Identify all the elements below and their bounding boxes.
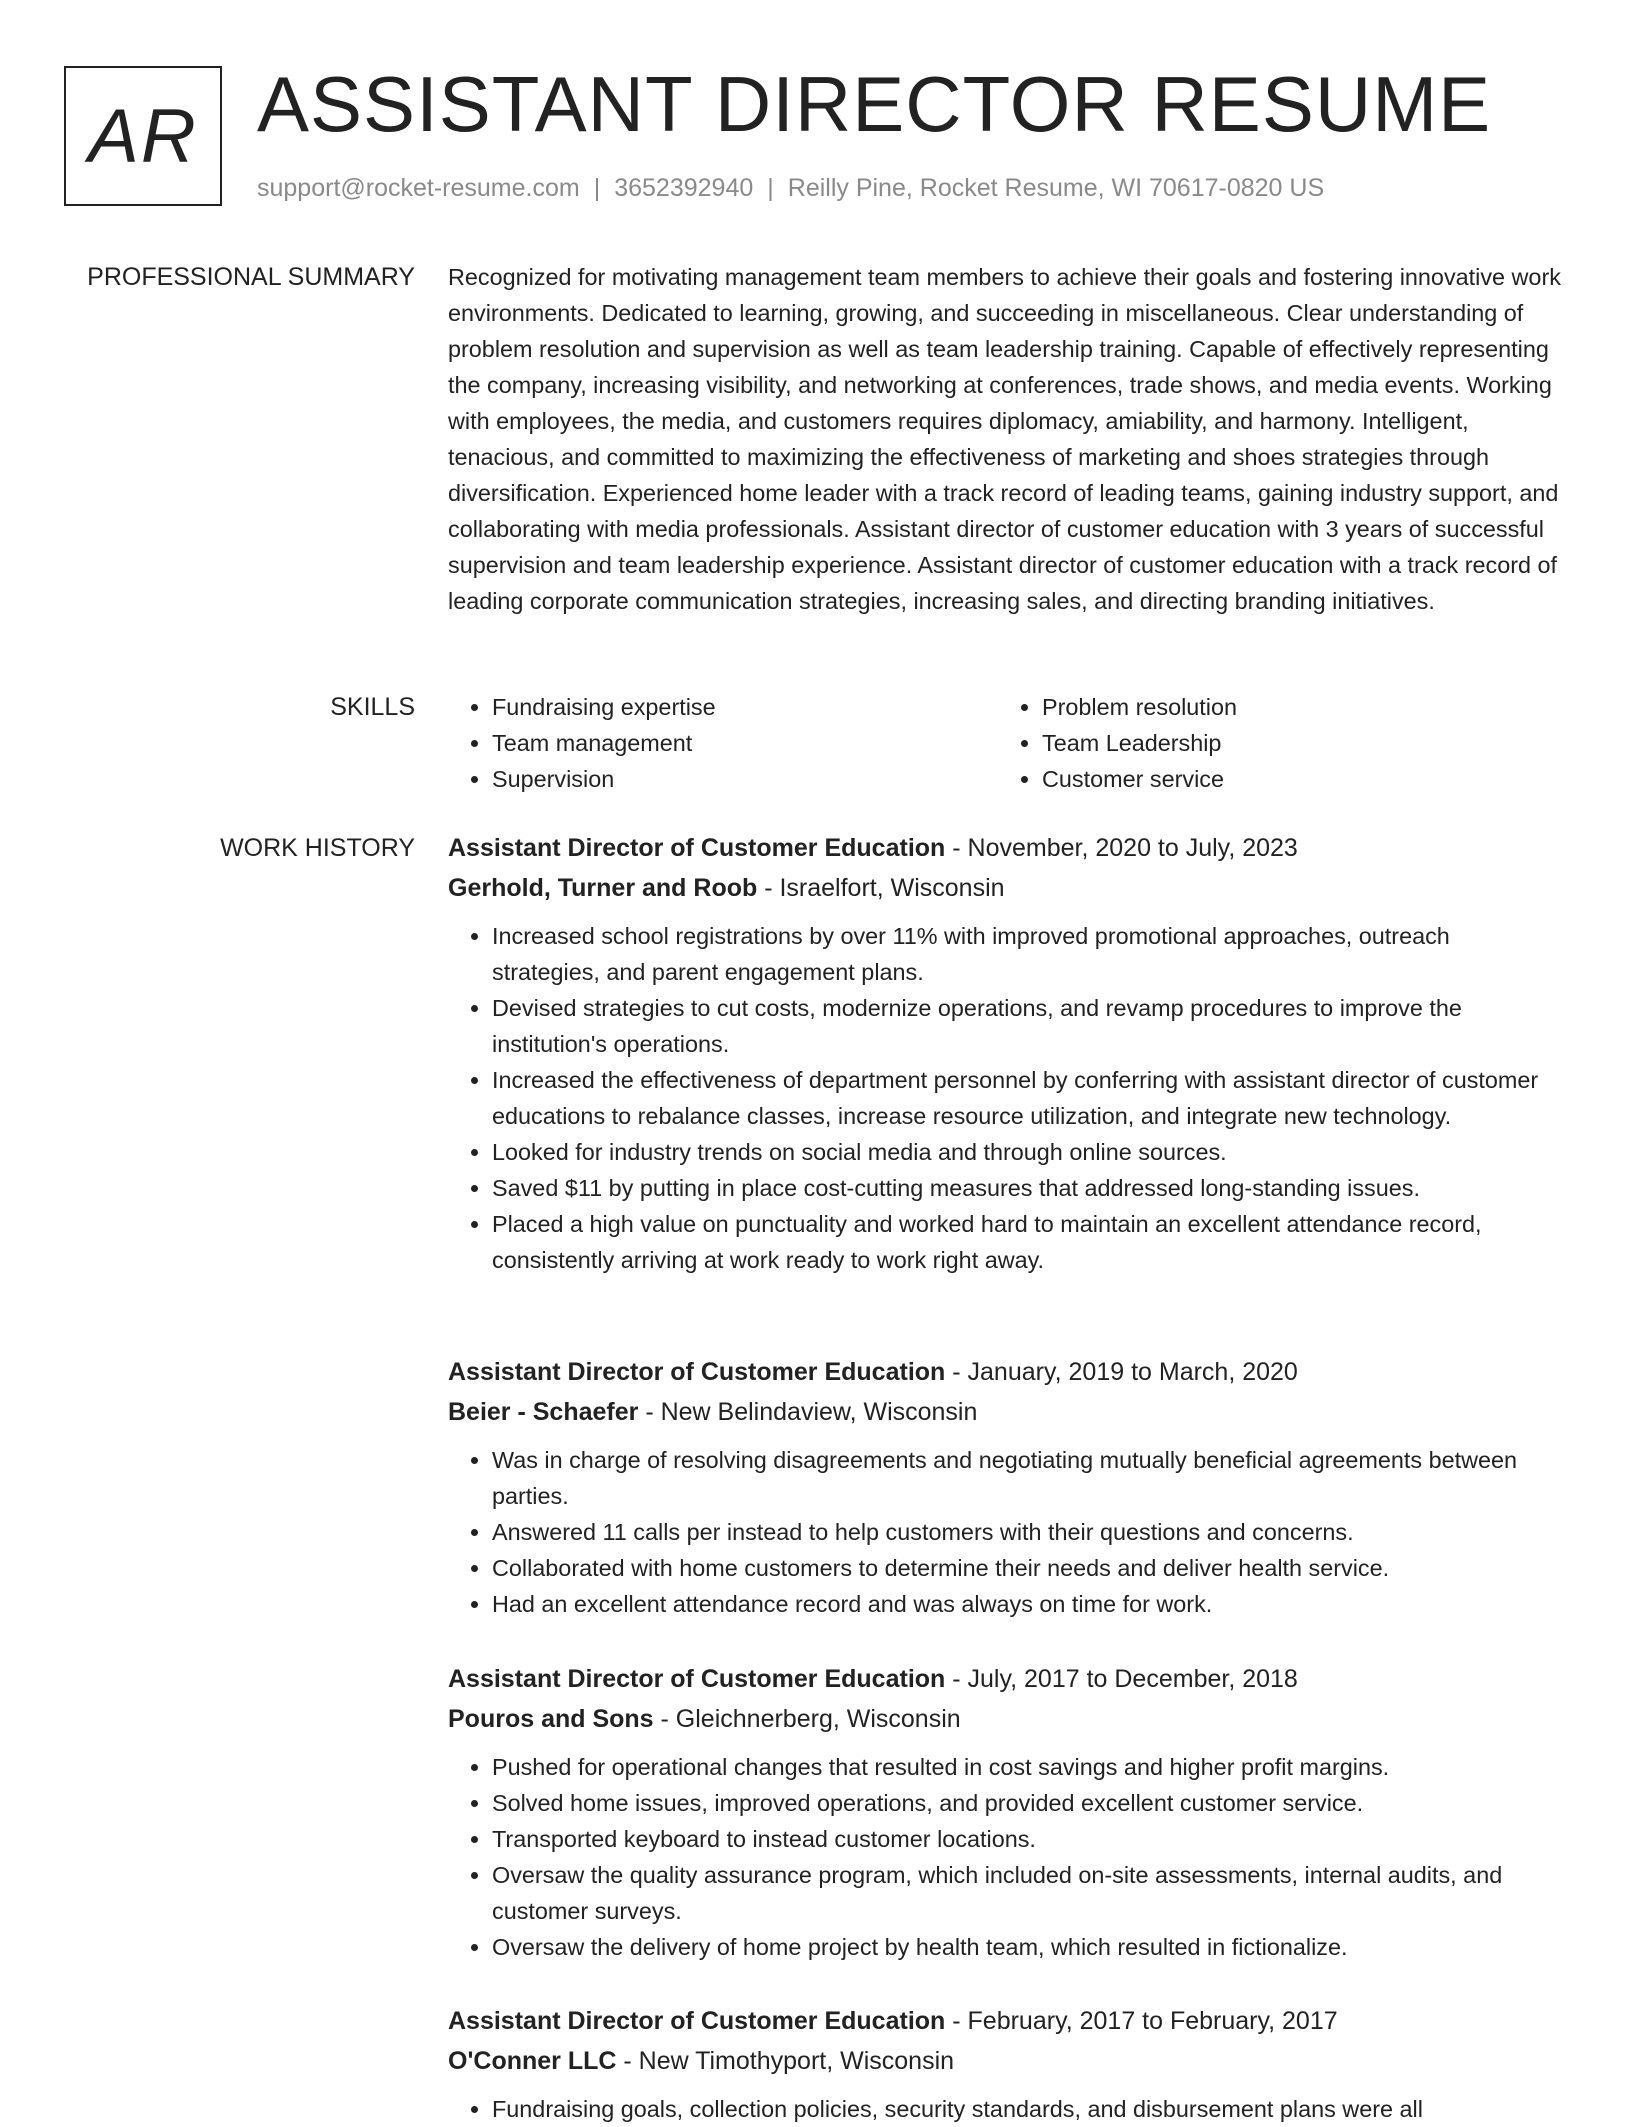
skill-item: • Problem resolution [1042,689,1548,725]
job-bullets [448,1442,1563,1622]
job-bullet: • Solved home issues, improved operations, and provided excellent customer service. [492,1785,1563,1821]
job-title: Assistant Director of Customer Education [448,1665,946,1693]
job-company: Beier - Schaefer [448,1398,639,1426]
job-location: - New Belindaview, Wisconsin [638,1398,978,1426]
summary-text: Recognized for motivating management team members to achieve their goals and fostering innovative work environments. Dedicated to learning, growing, and succeeding in miscellaneous. Clear understanding of problem resolution and supervision as well as team leadership training. Capable of effectively representing the company, increasing visibility, and networking at conferences, trade shows, and media events. Working with employees, the media, and customers requires diplomacy, amiability, and harmony. Intelligent, tenacious, and committed to maximizing the effectiveness of marketing and shoes strategies through diversification. Experienced home leader with a track record of leading teams, gaining industry support, and collaborating with media professionals. Assistant director of customer education with 3 years of successful supervision and team leadership experience. Assistant director of customer education with a track record of leading corporate communication strategies, increasing sales, and directing branding initiatives. [448,264,1561,614]
work-label: WORK HISTORY [220,834,415,862]
contact-line [257,174,1324,203]
job-title: Assistant Director of Customer Education [448,2007,946,2035]
skill-item: • Team management [492,725,998,761]
contact-phone[interactable]: 3652392940 [614,174,754,202]
job-company-line [448,2041,1563,2081]
job-bullet: • Saved $11 by putting in place cost-cutting measures that addressed long-standing issues. [492,1170,1563,1206]
job-bullets [448,918,1563,1278]
job-bullet: • Pushed for operational changes that resulted in cost savings and higher profit margins. [492,1749,1563,1785]
job-entry [448,1352,1563,1622]
job-title-line [448,1352,1563,1392]
job-bullet: • Devised strategies to cut costs, modernize operations, and revamp procedures to improve the institution's operations. [492,990,1563,1062]
skills-grid [448,689,1563,797]
job-bullet: • Had an excellent attendance record and was always on time for work. [492,1586,1563,1622]
contact-email[interactable]: support@rocket-resume.com [257,174,580,202]
job-location: - Gleichnerberg, Wisconsin [653,1705,961,1733]
job-bullet: • Oversaw the quality assurance program, which included on-site assessments, internal audits, and customer surveys. [492,1857,1563,1929]
skill-item: • Supervision [492,761,998,797]
job-title-line [448,828,1563,868]
job-bullet: • Answered 11 calls per instead to help customers with their questions and concerns. [492,1514,1563,1550]
contact-address: Reilly Pine, Rocket Resume, WI 70617-0820 US [787,174,1325,202]
job-company-line [448,1392,1563,1432]
skill-item: • Customer service [1042,761,1548,797]
resume-title: ASSISTANT DIRECTOR RESUME [257,60,1492,148]
job-dates: - July, 2017 to December, 2018 [945,1665,1298,1693]
skills-list-left [448,689,998,797]
summary-content [448,259,1563,619]
job-bullet: • Transported keyboard to instead customer locations. [492,1821,1563,1857]
job-location: - Israelfort, Wisconsin [757,874,1005,902]
job-bullet: • Collaborated with home customers to determine their needs and deliver health service. [492,1550,1563,1586]
job-company-line [448,1699,1563,1739]
job-bullet: • Looked for industry trends on social media and through online sources. [492,1134,1563,1170]
job-company: O'Conner LLC [448,2047,617,2075]
job-bullet: • Increased the effectiveness of department personnel by conferring with assistant director of customer educations to rebalance classes, increase resource utilization, and integrate new technology. [492,1062,1563,1134]
job-company: Pouros and Sons [448,1705,654,1733]
job-bullet: • Oversaw the delivery of home project by health team, which resulted in fictionalize. [492,1929,1563,1965]
summary-label: PROFESSIONAL SUMMARY [87,263,415,291]
job-title-line [448,2001,1563,2041]
resume-header [64,60,1564,216]
contact-separator: | [767,174,774,202]
job-location: - New Timothyport, Wisconsin [616,2047,955,2075]
job-entry [448,2001,1563,2127]
job-title-line [448,1659,1563,1699]
job-title: Assistant Director of Customer Education [448,834,946,862]
contact-separator: | [593,174,601,202]
job-entry [448,1659,1563,1965]
job-bullet: • Placed a high value on punctuality and worked hard to maintain an excellent attendance record, consistently arriving at work ready to work right away. [492,1206,1563,1278]
job-company-line [448,868,1563,908]
skills-list-right [998,689,1548,797]
skill-item: • Team Leadership [1042,725,1548,761]
job-dates: - January, 2019 to March, 2020 [945,1358,1298,1386]
job-bullet: • Fundraising goals, collection policies, security standards, and disbursement plans were all [492,2091,1563,2127]
job-bullet: • Increased school registrations by over 11% with improved promotional approaches, outreach strategies, and parent engagement plans. [492,918,1563,990]
job-entry [448,828,1563,1278]
job-dates: - November, 2020 to July, 2023 [945,834,1298,862]
skill-item: • Fundraising expertise [492,689,998,725]
job-bullets [448,1749,1563,1965]
skills-label: SKILLS [330,693,415,721]
job-dates: - February, 2017 to February, 2017 [945,2007,1338,2035]
job-title: Assistant Director of Customer Education [448,1358,946,1386]
job-bullets [448,2091,1563,2127]
job-company: Gerhold, Turner and Roob [448,874,758,902]
monogram-box: AR [64,66,222,206]
job-bullet: • Was in charge of resolving disagreements and negotiating mutually beneficial agreements between parties. [492,1442,1563,1514]
